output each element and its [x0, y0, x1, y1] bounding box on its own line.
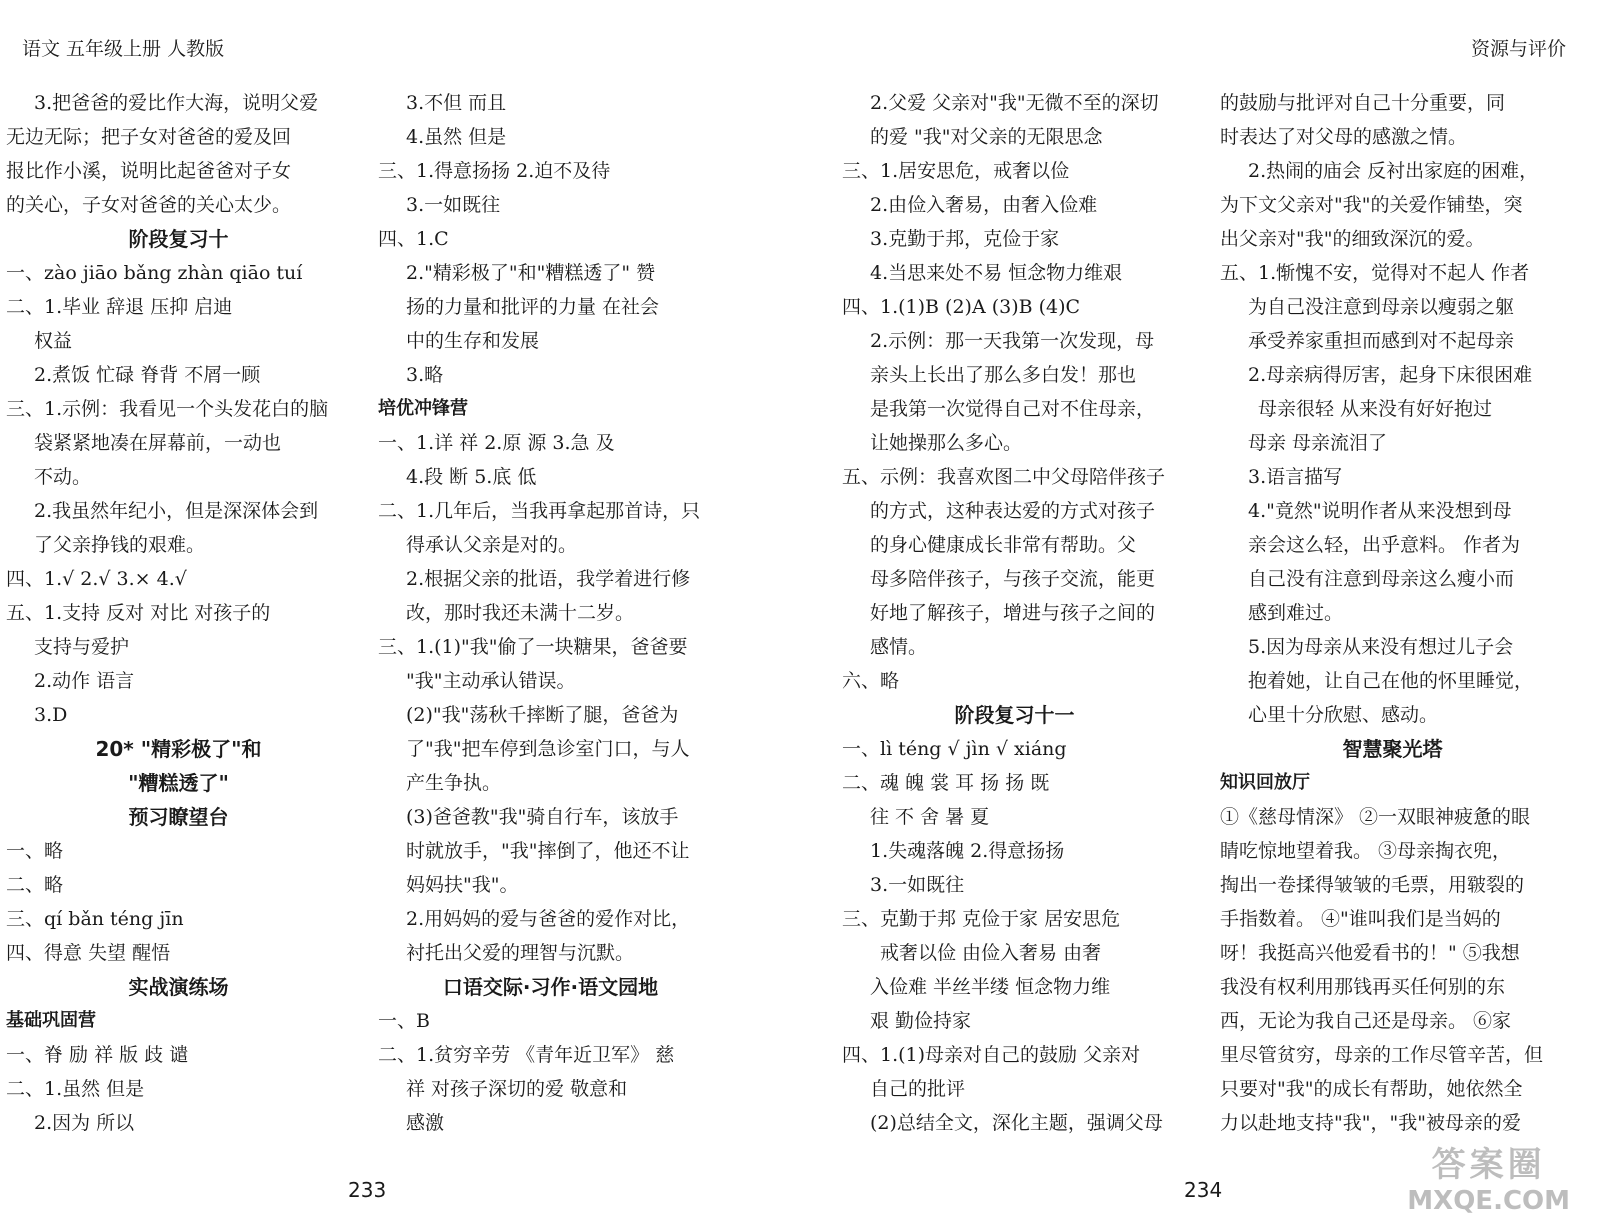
text-line: 是我第一次觉得自己对不住母亲， — [870, 398, 1156, 420]
text-line: 二、1.毕业 辞退 压抑 启迪 — [6, 296, 233, 318]
text-line: 出父亲对"我"的细致深沉的爱。 — [1220, 228, 1485, 250]
text-line: 手指数着。 ④"谁叫我们是当妈的 — [1220, 908, 1501, 930]
subsection-heading: 基础巩固营 — [6, 1010, 96, 1031]
text-line: 往 不 舍 暑 夏 — [870, 806, 990, 828]
text-line: 三、1.示例：我看见一个头发花白的脑 — [6, 398, 329, 420]
text-line: 母亲很轻 从来没有好好抱过 — [1258, 398, 1493, 420]
text-line: 里尽管贫穷，母亲的工作尽管辛苦，但 — [1220, 1044, 1544, 1066]
text-line: 五、示例：我喜欢图二中父母陪伴孩子 — [842, 466, 1166, 488]
text-line: 2.根据父亲的批语，我学着进行修 — [406, 568, 691, 590]
text-line: 三、1.居安思危，戒奢以俭 — [842, 160, 1070, 182]
text-line: (3)爸爸教"我"骑自行车，该放手 — [406, 806, 679, 828]
watermark-site: MXQE.COM — [1407, 1186, 1570, 1216]
text-line: 1.失魂落魄 2.得意扬扬 — [870, 840, 1065, 862]
text-line: 四、得意 失望 醒悟 — [6, 942, 171, 964]
text-line: 2.用妈妈的爱与爸爸的爱作对比， — [406, 908, 691, 930]
text-line: 三、qí bǎn téng jīn — [6, 908, 184, 930]
text-line: 承受养家重担而感到对不起母亲 — [1248, 330, 1515, 352]
section-heading: "糟糕透了" — [128, 771, 229, 795]
text-line: 自己的批评 — [870, 1078, 966, 1100]
text-line: 四、1.√ 2.√ 3.× 4.√ — [6, 568, 187, 590]
text-line: 3.略 — [406, 364, 444, 386]
text-line: 抱着她，让自己在他的怀里睡觉， — [1248, 670, 1534, 692]
text-line: 3.一如既往 — [406, 194, 501, 216]
text-line: 一、lì téng √ jìn √ xiáng — [842, 738, 1067, 760]
column-3 — [842, 86, 1187, 1140]
text-line: 4.段 断 5.底 低 — [406, 466, 537, 488]
text-line: 三、1.得意扬扬 2.迫不及待 — [378, 160, 611, 182]
text-line: 的关心，子女对爸爸的关心太少。 — [6, 194, 292, 216]
text-line: 四、1.(1)母亲对自己的鼓励 父亲对 — [842, 1044, 1141, 1066]
text-line: 祥 对孩子深切的爱 敬意和 — [406, 1078, 628, 1100]
section-heading: 阶段复习十 — [128, 227, 229, 251]
text-line: 一、B — [378, 1010, 430, 1032]
text-line: 艰 勤俭持家 — [870, 1010, 972, 1032]
text-line: 5.因为母亲从来没有想过儿子会 — [1248, 636, 1514, 658]
text-line: 一、脊 励 祥 版 歧 谴 — [6, 1044, 189, 1066]
text-line: 五、1.支持 反对 对比 对孩子的 — [6, 602, 271, 624]
text-line: 得承认父亲是对的。 — [406, 534, 578, 556]
text-line: 3.克勤于邦，克俭于家 — [870, 228, 1060, 250]
text-line: 感到难过。 — [1248, 602, 1344, 624]
text-line: 力以赴地支持"我"，"我"被母亲的爱 — [1220, 1112, 1521, 1134]
text-line: 我没有权利用那钱再买任何别的东 — [1220, 976, 1506, 998]
text-line: 让她操那么多心。 — [870, 432, 1023, 454]
text-line: 二、1.几年后，当我再拿起那首诗，只 — [378, 500, 701, 522]
text-line: 2.热闹的庙会 反衬出家庭的困难， — [1248, 160, 1539, 182]
text-line: 时就放手，"我"摔倒了，他还不让 — [406, 840, 690, 862]
text-line: 呀！我挺高兴他爱看书的！" ⑤我想 — [1220, 942, 1520, 964]
text-line: 报比作小溪，说明比起爸爸对子女 — [6, 160, 292, 182]
text-line: 权益 — [34, 330, 73, 352]
text-line: 无边无际；把子女对爸爸的爱及回 — [6, 126, 292, 148]
text-line: 二、略 — [6, 874, 64, 896]
text-line: 改，那时我还未满十二岁。 — [406, 602, 635, 624]
text-line: 感情。 — [870, 636, 928, 658]
page-number-right: 234 — [1184, 1178, 1223, 1202]
text-line: 西，无论为我自己还是母亲。 ⑥家 — [1220, 1010, 1512, 1032]
watermark — [1407, 1137, 1570, 1216]
text-line: 4.虽然 但是 — [406, 126, 507, 148]
text-line: 六、略 — [842, 670, 900, 692]
text-line: 袋紧紧地凑在屏幕前，一动也 — [34, 432, 282, 454]
text-line: 了"我"把车停到急诊室门口，与人 — [406, 738, 690, 760]
text-line: 为自己没注意到母亲以瘦弱之躯 — [1248, 296, 1515, 318]
text-line: (2)总结全文，深化主题，强调父母 — [870, 1112, 1163, 1134]
text-line: 亲会这么轻，出乎意料。 作者为 — [1248, 534, 1521, 556]
text-line: 好地了解孩子，增进与孩子之间的 — [870, 602, 1156, 624]
text-line: 产生争执。 — [406, 772, 502, 794]
section-heading: 阶段复习十一 — [954, 703, 1075, 727]
text-line: 2.煮饭 忙碌 脊背 不屑一顾 — [34, 364, 261, 386]
text-line: 2.因为 所以 — [34, 1112, 135, 1134]
text-line: 入俭难 半丝半缕 恒念物力维 — [870, 976, 1111, 998]
section-heading: 预习瞭望台 — [128, 805, 229, 829]
section-heading: 实战演练场 — [128, 975, 229, 999]
text-line: 3.不但 而且 — [406, 92, 507, 114]
text-line: 3.一如既往 — [870, 874, 965, 896]
column-2 — [378, 86, 723, 1140]
text-line: 不动。 — [34, 466, 92, 488]
text-line: 母多陪伴孩子，与孩子交流，能更 — [870, 568, 1156, 590]
text-line: 3.把爸爸的爱比作大海，说明父爱 — [34, 92, 319, 114]
text-line: (2)"我"荡秋千摔断了腿，爸爸为 — [406, 704, 679, 726]
text-line: "我"主动承认错误。 — [406, 670, 576, 692]
text-line: 自己没有注意到母亲这么瘦小而 — [1248, 568, 1515, 590]
text-line: 感激 — [406, 1112, 445, 1134]
subsection-heading: 培优冲锋营 — [378, 398, 468, 419]
text-line: 为下文父亲对"我"的关爱作铺垫，突 — [1220, 194, 1523, 216]
text-line: 心里十分欣慰、感动。 — [1248, 704, 1439, 726]
text-line: 的方式，这种表达爱的方式对孩子 — [870, 500, 1156, 522]
text-line: 四、1.(1)B (2)A (3)B (4)C — [842, 296, 1081, 318]
text-line: 睛吃惊地望着我。 ③母亲掏衣兜， — [1220, 840, 1512, 862]
text-line: 2.由俭入奢易，由奢入俭难 — [870, 194, 1098, 216]
header-right: 资源与评价 — [1470, 38, 1566, 60]
text-line: 4."竟然"说明作者从来没想到母 — [1248, 500, 1512, 522]
text-line: 2.我虽然年纪小，但是深深体会到 — [34, 500, 319, 522]
text-line: 2.动作 语言 — [34, 670, 135, 692]
text-line: 3.语言描写 — [1248, 466, 1343, 488]
text-line: 二、魂 魄 裳 耳 扬 扬 既 — [842, 772, 1050, 794]
text-line: 衬托出父爱的理智与沉默。 — [406, 942, 635, 964]
column-1 — [6, 86, 351, 1140]
text-line: 戒奢以俭 由俭入奢易 由奢 — [880, 942, 1102, 964]
text-line: 一、1.详 祥 2.原 源 3.急 及 — [378, 432, 615, 454]
text-line: 支持与爱护 — [34, 636, 130, 658]
text-line: 2."精彩极了"和"糟糕透了" 赞 — [406, 262, 656, 284]
text-line: 只要对"我"的成长有帮助，她依然全 — [1220, 1078, 1523, 1100]
section-heading: 智慧聚光塔 — [1342, 737, 1443, 761]
text-line: 扬的力量和批评的力量 在社会 — [406, 296, 660, 318]
text-line: 3.D — [34, 704, 68, 726]
text-line: 了父亲挣钱的艰难。 — [34, 534, 206, 556]
text-line: 妈妈扶"我"。 — [406, 874, 519, 896]
text-line: 时表达了对父母的感激之情。 — [1220, 126, 1468, 148]
text-line: 的爱 "我"对父亲的无限思念 — [870, 126, 1103, 148]
text-line: 一、略 — [6, 840, 64, 862]
text-line: 2.父爱 父亲对"我"无微不至的深切 — [870, 92, 1159, 114]
text-line: ①《慈母情深》 ②一双眼神疲惫的眼 — [1220, 806, 1531, 828]
text-line: 的鼓励与批评对自己十分重要，同 — [1220, 92, 1506, 114]
text-line: 五、1.惭愧不安，觉得对不起人 作者 — [1220, 262, 1530, 284]
watermark-logo: 答案圈 — [1431, 1145, 1546, 1185]
column-4 — [1220, 86, 1565, 1140]
text-line: 的身心健康成长非常有帮助。父 — [870, 534, 1137, 556]
section-heading: 20* "精彩极了"和 — [95, 737, 262, 761]
text-line: 2.示例：那一天我第一次发现，母 — [870, 330, 1155, 352]
text-line: 三、克勤于邦 克俭于家 居安思危 — [842, 908, 1121, 930]
text-line: 三、1.(1)"我"偷了一块糖果，爸爸要 — [378, 636, 688, 658]
text-line: 一、zào jiāo bǎng zhàn qiāo tuí — [6, 262, 303, 284]
text-line: 4.当思来处不易 恒念物力维艰 — [870, 262, 1123, 284]
header-left: 语文 五年级上册 人教版 — [22, 38, 225, 60]
text-line: 二、1.虽然 但是 — [6, 1078, 145, 1100]
subsection-heading: 知识回放厅 — [1220, 772, 1310, 793]
text-line: 二、1.贫穷辛劳 《青年近卫军》 慈 — [378, 1044, 675, 1066]
text-line: 2.母亲病得厉害，起身下床很困难 — [1248, 364, 1533, 386]
text-line: 中的生存和发展 — [406, 330, 540, 352]
page-number-left: 233 — [348, 1178, 387, 1202]
text-line: 亲头上长出了那么多白发！那也 — [870, 364, 1137, 386]
text-line: 掏出一卷揉得皱皱的毛票，用皲裂的 — [1220, 874, 1525, 896]
text-line: 母亲 母亲流泪了 — [1248, 432, 1388, 454]
text-line: 四、1.C — [378, 228, 449, 250]
section-heading: 口语交际·习作·语文园地 — [442, 975, 659, 999]
